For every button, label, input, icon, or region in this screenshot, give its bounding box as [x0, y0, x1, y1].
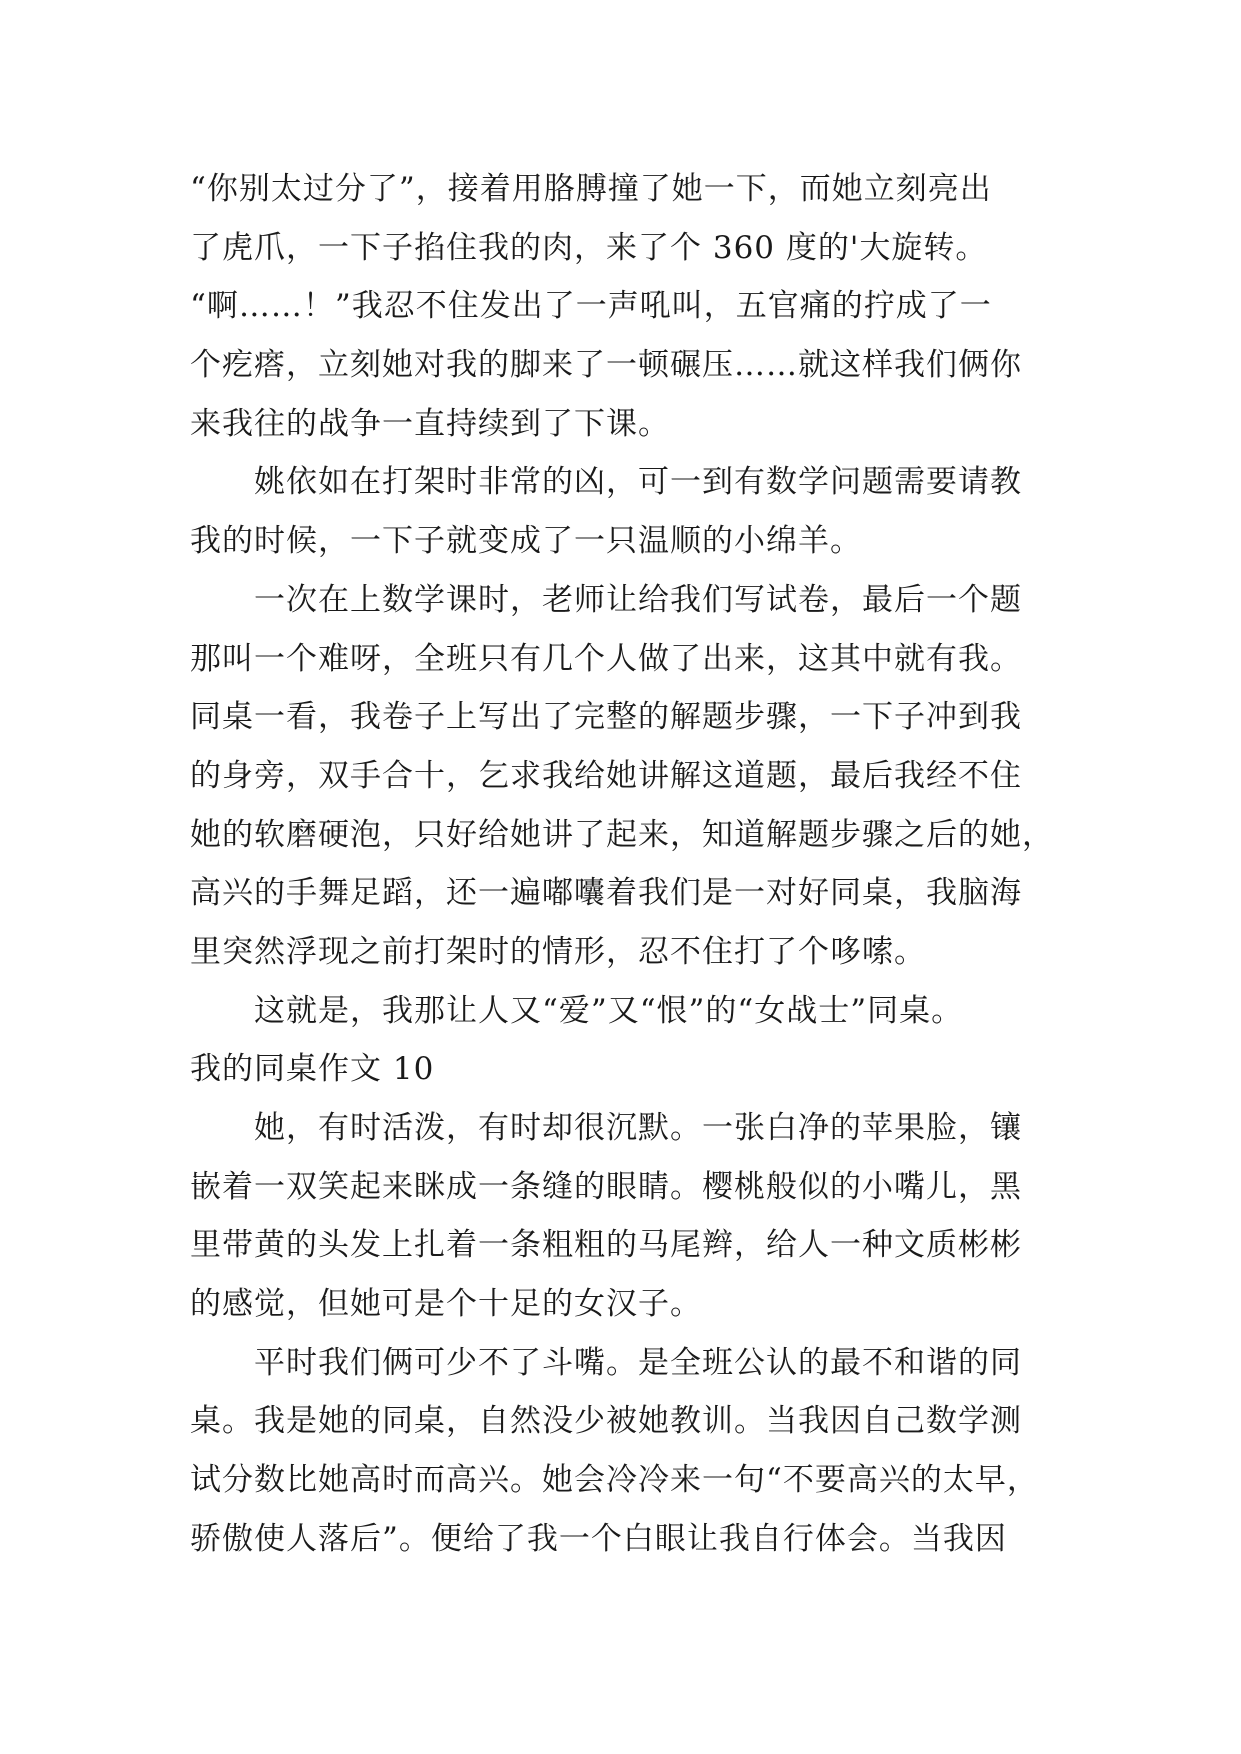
paragraph-start-line: 她，有时活泼，有时却很沉默。一张白净的苹果脸，镶	[254, 1110, 1022, 1146]
text-line: 的感觉，但她可是个十足的女汉子。	[190, 1286, 702, 1323]
text-line: 嵌着一双笑起来眯成一条缝的眼睛。樱桃般似的小嘴儿，黑	[190, 1168, 1022, 1205]
document-body	[190, 160, 1070, 1569]
text-line: 了虎爪，一下子掐住我的肉，来了个 360 度的'大旋转。	[190, 229, 988, 266]
text-line: 来我往的战争一直持续到了下课。	[190, 405, 670, 442]
paragraph-start-line: 这就是，我那让人又“爱”又“恨”的“女战士”同桌。	[254, 992, 964, 1029]
text-line: “啊……！”我忍不住发出了一声吼叫，五官痛的拧成了一	[190, 288, 992, 325]
text-line: 试分数比她高时而高兴。她会冷冷来一句“不要高兴的太早，	[190, 1462, 1039, 1499]
text-line: 里带黄的头发上扎着一条粗粗的马尾辫，给人一种文质彬彬	[190, 1227, 1022, 1264]
text-line: 的身旁，双手合十，乞求我给她讲解这道题，最后我经不住	[190, 757, 1022, 794]
text-line: 骄傲使人落后”。便给了我一个白眼让我自行体会。当我因	[190, 1520, 1007, 1557]
paragraph-start-line: 平时我们俩可少不了斗嘴。是全班公认的最不和谐的同	[254, 1344, 1022, 1381]
text-line: 桌。我是她的同桌，自然没少被她教训。当我因自己数学测	[190, 1403, 1022, 1440]
text-line: 同桌一看，我卷子上写出了完整的解题步骤，一下子冲到我	[190, 699, 1022, 736]
paragraph-start-line: 一次在上数学课时，老师让给我们写试卷，最后一个题	[254, 581, 1022, 618]
text-line: 个疙瘩，立刻她对我的脚来了一顿碾压……就这样我们俩你	[190, 347, 1022, 384]
text-line: 那叫一个难呀，全班只有几个人做了出来，这其中就有我。	[190, 640, 1022, 677]
text-line: 里突然浮现之前打架时的情形，忍不住打了个哆嗦。	[190, 933, 926, 970]
text-line: 高兴的手舞足蹈，还一遍嘟囔着我们是一对好同桌，我脑海	[190, 875, 1022, 912]
paragraph-start-line: 姚依如在打架时非常的凶，可一到有数学问题需要请教	[254, 464, 1022, 501]
text-line: 我的时候，一下子就变成了一只温顺的小绵羊。	[190, 523, 862, 560]
section-heading: 我的同桌作文 10	[190, 1051, 435, 1088]
text-line: 她的软磨硬泡，只好给她讲了起来，知道解题步骤之后的她，	[190, 816, 1054, 853]
text-line: “你别太过分了”，接着用胳膊撞了她一下，而她立刻亮出	[190, 171, 992, 207]
